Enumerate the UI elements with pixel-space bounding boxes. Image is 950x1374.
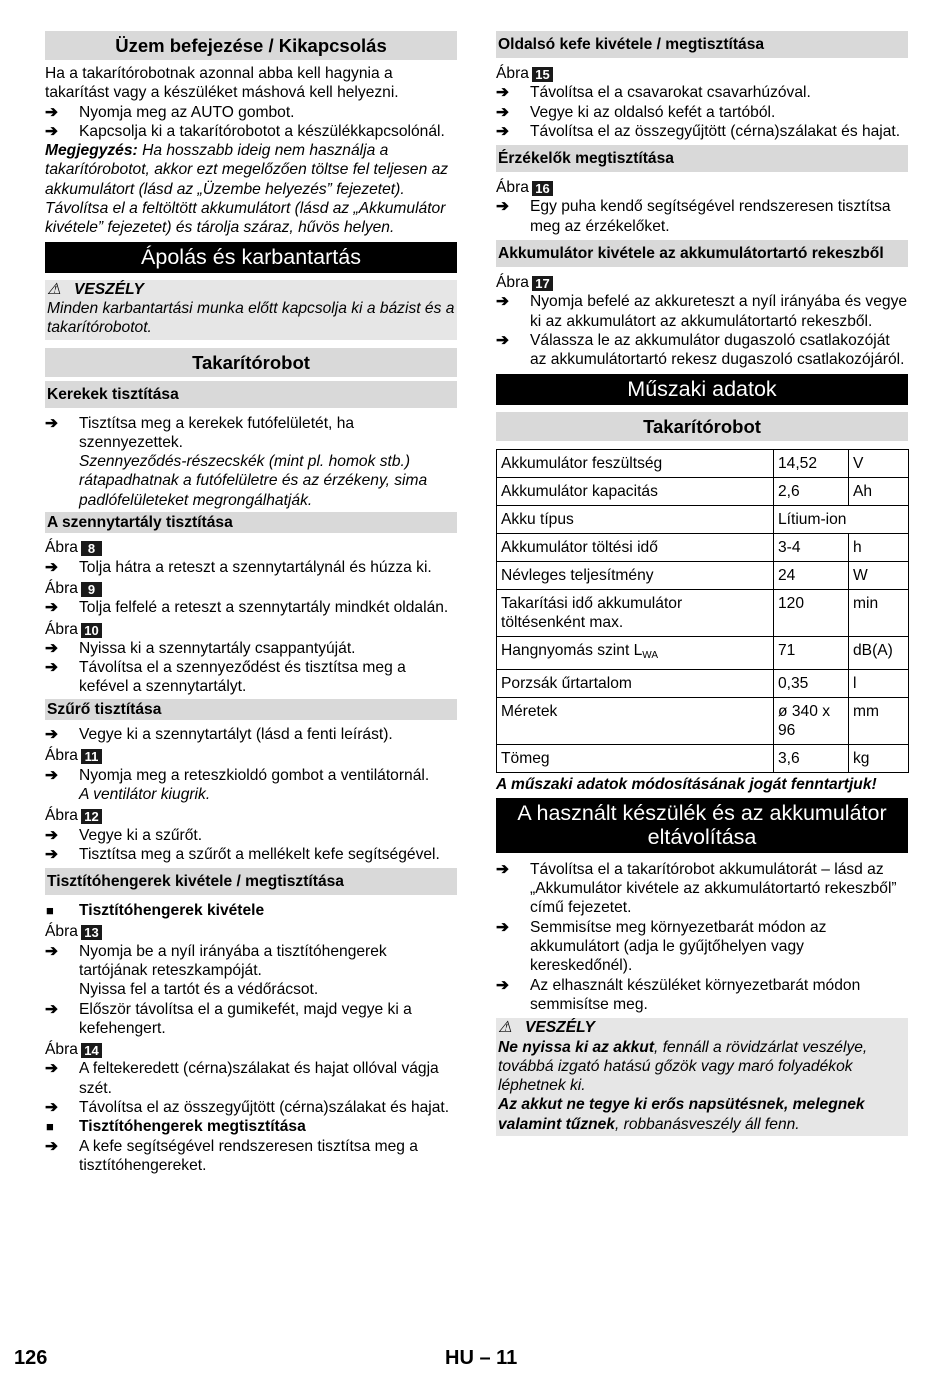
figure-ref: Ábra 12	[45, 806, 457, 825]
arrow-icon: ➔	[45, 1137, 59, 1155]
list-item: ➔ Semmisítse meg környezetbarát módon az akkumulátort (adja le gyűjtőhelyen vagy kereskedőnél).	[496, 918, 827, 975]
spec-value-cell: 3-4	[774, 533, 849, 561]
note-label: Megjegyzés:	[45, 142, 138, 160]
list-item: ➔ Először távolítsa el a gumikefét, majd vegye ki a kefehengert.	[45, 1000, 412, 1037]
spec-unit-cell: l	[849, 669, 909, 697]
arrow-icon: ➔	[45, 558, 59, 576]
figure-number-badge: 12	[81, 809, 102, 824]
list-item: ➔ Vegye ki az oldalsó kefét a tartóból.	[496, 103, 776, 121]
figure-ref: Ábra 13	[45, 922, 457, 941]
figure-number-badge: 11	[81, 749, 102, 764]
spec-label-cell: Tömeg	[497, 744, 774, 772]
list-item: ➔ Távolítsa el az összegyűjtött (cérna)szálakat és hajat.	[496, 122, 901, 140]
list-item: ➔ Egy puha kendő segítségével rendszeresen tisztítsa meg az érzékelőket.	[496, 198, 891, 235]
heading-akkumulator-kivetele: Akkumulátor kivétele az akkumulátortartó rekeszből	[496, 240, 908, 267]
arrow-icon: ➔	[45, 826, 59, 844]
figure-ref: Ábra 15	[496, 64, 908, 83]
arrow-icon: ➔	[45, 414, 59, 432]
warning-box	[496, 1018, 908, 1136]
list-item: ➔ Nyomja meg az AUTO gombot.	[45, 103, 295, 121]
spec-unit-cell: h	[849, 533, 909, 561]
spec-label-subscript: WA	[642, 649, 659, 661]
spec-label-cell: Akkumulátor töltési idő	[497, 533, 774, 561]
figure-number-badge: 16	[532, 181, 553, 196]
list-item: ➔ Vegye ki a szennytartályt (lásd a fenti leírást).	[45, 726, 393, 744]
table-row	[497, 697, 909, 744]
figure-number-badge: 10	[81, 623, 102, 638]
table-row	[497, 505, 909, 533]
bullet-item: ■ Tisztítóhengerek megtisztítása	[46, 1118, 306, 1136]
spec-value-cell: Lítium-ion	[774, 505, 909, 533]
list-item: ➔ Távolítsa el a takarítórobot akkumulátorát – lásd az „Akkumulátor kivétele az akkumulátortartó rekeszből” című fejezetet.	[496, 860, 897, 917]
warning-title: VESZÉLY	[73, 280, 144, 298]
heading-apolas: Ápolás és karbantartás	[45, 242, 457, 273]
list-item: ➔ Tisztítsa meg a szűrőt a mellékelt kefe segítségével.	[45, 845, 440, 863]
arrow-icon: ➔	[45, 942, 59, 960]
arrow-icon: ➔	[496, 103, 510, 121]
list-item: ➔ Az elhasznált készüléket környezetbarát módon semmisítse meg.	[496, 976, 861, 1013]
list-item: ➔ Nyissa ki a szennytartály csappantyúját.	[45, 639, 356, 657]
warning-box	[45, 280, 457, 340]
spec-unit-cell: min	[849, 589, 909, 636]
spec-unit-cell: dB(A)	[849, 636, 909, 669]
spec-unit-cell: mm	[849, 697, 909, 744]
list-item: ➔ Kapcsolja ki a takarítórobotot a készülékkapcsolónál.	[45, 122, 445, 140]
heading-oldalso-kefe: Oldalsó kefe kivétele / megtisztítása	[496, 31, 908, 58]
warning-text: Ne nyissa ki az akkut, fennáll a rövidzárlat veszélye, továbbá izgató hatású gőzök vagy maró folyadékok léphetnek ki.	[498, 1038, 868, 1095]
table-row	[497, 533, 909, 561]
arrow-icon: ➔	[45, 726, 59, 744]
square-bullet-icon: ■	[46, 1119, 54, 1135]
arrow-icon: ➔	[45, 599, 59, 617]
page-code: HU – 11	[445, 1347, 518, 1369]
heading-takaritorobot-specs: Takarítórobot	[496, 412, 908, 441]
spec-label-cell: Akku típus	[497, 505, 774, 533]
figure-number-badge: 13	[81, 925, 102, 940]
heading-erzekelok: Érzékelők megtisztítása	[496, 145, 908, 172]
heading-szennytartaly: A szennytartály tisztítása	[45, 512, 457, 533]
left-column	[45, 31, 457, 1175]
spec-label-cell: Hangnyomás szint $L_{WA}$	[497, 636, 774, 669]
note-paragraph: Megjegyzés: Ha hosszabb ideig nem használja a takarítórobotot, akkor ezt megelőzően töltse fel teljesen az akkumulátort (lásd az „Üzembe helyezés” fejezetet). Távolítsa el a feltöltött akkumulátort (lásd az „Akkumulátor kivétele” fejezetet) és tárolja száraz, hűvös helyen.	[45, 142, 449, 237]
heading-hengerek: Tisztítóhengerek kivétele / megtisztítása	[45, 868, 457, 895]
list-item: ➔ Tolja hátra a reteszt a szennytartálynál és húzza ki.	[45, 558, 432, 576]
arrow-icon: ➔	[496, 331, 510, 349]
spec-value-cell: 3,6	[774, 744, 849, 772]
list-item: ➔ A feltekeredett (cérna)szálakat és hajat ollóval vágja szét.	[45, 1060, 439, 1097]
table-row	[497, 589, 909, 636]
arrow-icon: ➔	[45, 1099, 59, 1117]
spec-value-cell: 71	[774, 636, 849, 669]
list-item: ➔ Nyomja meg a reteszkioldó gombot a ventilátornál. A ventilátor kiugrik.	[45, 766, 430, 803]
spec-unit-cell: W	[849, 561, 909, 589]
figure-number-badge: 8	[81, 541, 102, 556]
figure-ref: Ábra 8	[45, 538, 457, 557]
table-row	[497, 636, 909, 669]
list-item: ➔ Nyomja be a nyíl irányába a tisztítóhengerek tartójának reteszkampóját. Nyissa fel a tartót és a védőrácsot.	[45, 942, 387, 999]
heading-takaritorobot: Takarítórobot	[45, 348, 457, 377]
table-row	[497, 449, 909, 477]
figure-ref: Ábra 9	[45, 579, 457, 598]
table-row	[497, 744, 909, 772]
spec-unit-cell: Ah	[849, 477, 909, 505]
warning-triangle-icon: ⚠	[47, 280, 61, 298]
figure-ref: Ábra 11	[45, 746, 457, 765]
arrow-icon: ➔	[496, 198, 510, 216]
arrow-icon: ➔	[45, 1000, 59, 1018]
figure-ref: Ábra 14	[45, 1040, 457, 1059]
arrow-icon: ➔	[45, 639, 59, 657]
figure-ref: Ábra 16	[496, 178, 908, 197]
table-row	[497, 561, 909, 589]
spec-label-cell: Méretek	[497, 697, 774, 744]
heading-szuro: Szűrő tisztítása	[45, 699, 457, 720]
square-bullet-icon: ■	[46, 903, 54, 919]
spec-value-cell: 14,52	[774, 449, 849, 477]
list-item: ➔ A kefe segítségével rendszeresen tisztítsa meg a tisztítóhengereket.	[45, 1137, 418, 1174]
warning-title: VESZÉLY	[524, 1019, 595, 1037]
paragraph-uzem-intro: Ha a takarítórobotnak azonnal abba kell hagynia a takarítást vagy a készüléket máshová kell helyezni.	[45, 65, 399, 102]
list-item: ➔ Távolítsa el a szennyeződést és tisztítsa meg a kefével a szennytartályt.	[45, 659, 406, 696]
list-item: ➔ Tolja felfelé a reteszt a szennytartály mindkét oldalán.	[45, 599, 449, 617]
bullet-item: ■ Tisztítóhengerek kivétele	[46, 902, 265, 920]
arrow-icon: ➔	[45, 845, 59, 863]
list-item: ➔ Vegye ki a szűrőt.	[45, 826, 203, 844]
arrow-icon: ➔	[45, 103, 59, 121]
list-item: ➔ Válassza le az akkumulátor dugaszoló csatlakozóját az akkumulátortartó rekesz dugaszoló csatlakozójáról.	[496, 331, 905, 369]
spec-unit-cell: V	[849, 449, 909, 477]
spec-label-cell: Porzsák űrtartalom	[497, 669, 774, 697]
warning-text: Minden karbantartási munka előtt kapcsolja ki a bázist és a takarítórobotot.	[47, 299, 455, 337]
spec-unit-cell: kg	[849, 744, 909, 772]
spec-value-cell: 24	[774, 561, 849, 589]
figure-ref: Ábra 17	[496, 273, 908, 292]
list-item: ➔ Távolítsa el a csavarokat csavarhúzóval.	[496, 84, 811, 102]
figure-number-badge: 9	[81, 582, 102, 597]
arrow-icon: ➔	[496, 918, 510, 936]
page-number: 126	[14, 1347, 48, 1369]
arrow-icon: ➔	[45, 1060, 59, 1078]
reserve-note: A műszaki adatok módosításának jogát fenntartjuk!	[496, 775, 877, 793]
warning-text: Az akkut ne tegye ki erős napsütésnek, melegnek valamint tűznek, robbanásveszély áll fenn.	[498, 1096, 865, 1133]
arrow-icon: ➔	[496, 976, 510, 994]
spec-value-cell: ø 340 x 96	[774, 697, 849, 744]
arrow-icon: ➔	[45, 659, 59, 677]
warning-triangle-icon: ⚠	[498, 1019, 512, 1037]
heading-kerekek: Kerekek tisztítása	[45, 381, 457, 408]
list-item: ➔ Tisztítsa meg a kerekek futófelületét, ha szennyezettek. Szennyeződés-részecskék (mint pl. homok stb.) rátapadhatnak a futófelületre és az érzékeny, sima padlófelületeket megrongálhatják.	[45, 414, 428, 509]
spec-value-cell: 2,6	[774, 477, 849, 505]
heading-muszaki-adatok: Műszaki adatok	[496, 374, 908, 405]
arrow-icon: ➔	[496, 84, 510, 102]
arrow-icon: ➔	[45, 766, 59, 784]
list-item: ➔ Távolítsa el az összegyűjtött (cérna)szálakat és hajat.	[45, 1099, 450, 1117]
arrow-icon: ➔	[45, 122, 59, 140]
spec-label-cell: Névleges teljesítmény	[497, 561, 774, 589]
specs-table	[496, 449, 909, 773]
arrow-icon: ➔	[496, 122, 510, 140]
right-column	[496, 31, 908, 1144]
spec-value-cell: 0,35	[774, 669, 849, 697]
figure-number-badge: 14	[81, 1043, 102, 1058]
spec-label-cell: Akkumulátor feszültség	[497, 449, 774, 477]
spec-label-cell: Akkumulátor kapacitás	[497, 477, 774, 505]
heading-uzem-befejezese: Üzem befejezése / Kikapcsolás	[45, 31, 457, 60]
specs-table-body	[497, 449, 909, 772]
spec-label-cell: Takarítási idő akkumulátor töltésenként max.	[497, 589, 774, 636]
table-row	[497, 669, 909, 697]
table-row	[497, 477, 909, 505]
figure-number-badge: 17	[532, 276, 553, 291]
figure-ref: Ábra 10	[45, 620, 457, 639]
spec-value-cell: 120	[774, 589, 849, 636]
arrow-icon: ➔	[496, 293, 510, 311]
heading-hasznalt-keszulek: A használt készülék és az akkumulátor eltávolítása	[496, 798, 908, 853]
list-item: ➔ Nyomja befelé az akkureteszt a nyíl irányába és vegye ki az akkumulátort az akkumulátortartó rekeszből.	[496, 293, 908, 330]
arrow-icon: ➔	[496, 860, 510, 878]
figure-number-badge: 15	[532, 67, 553, 82]
